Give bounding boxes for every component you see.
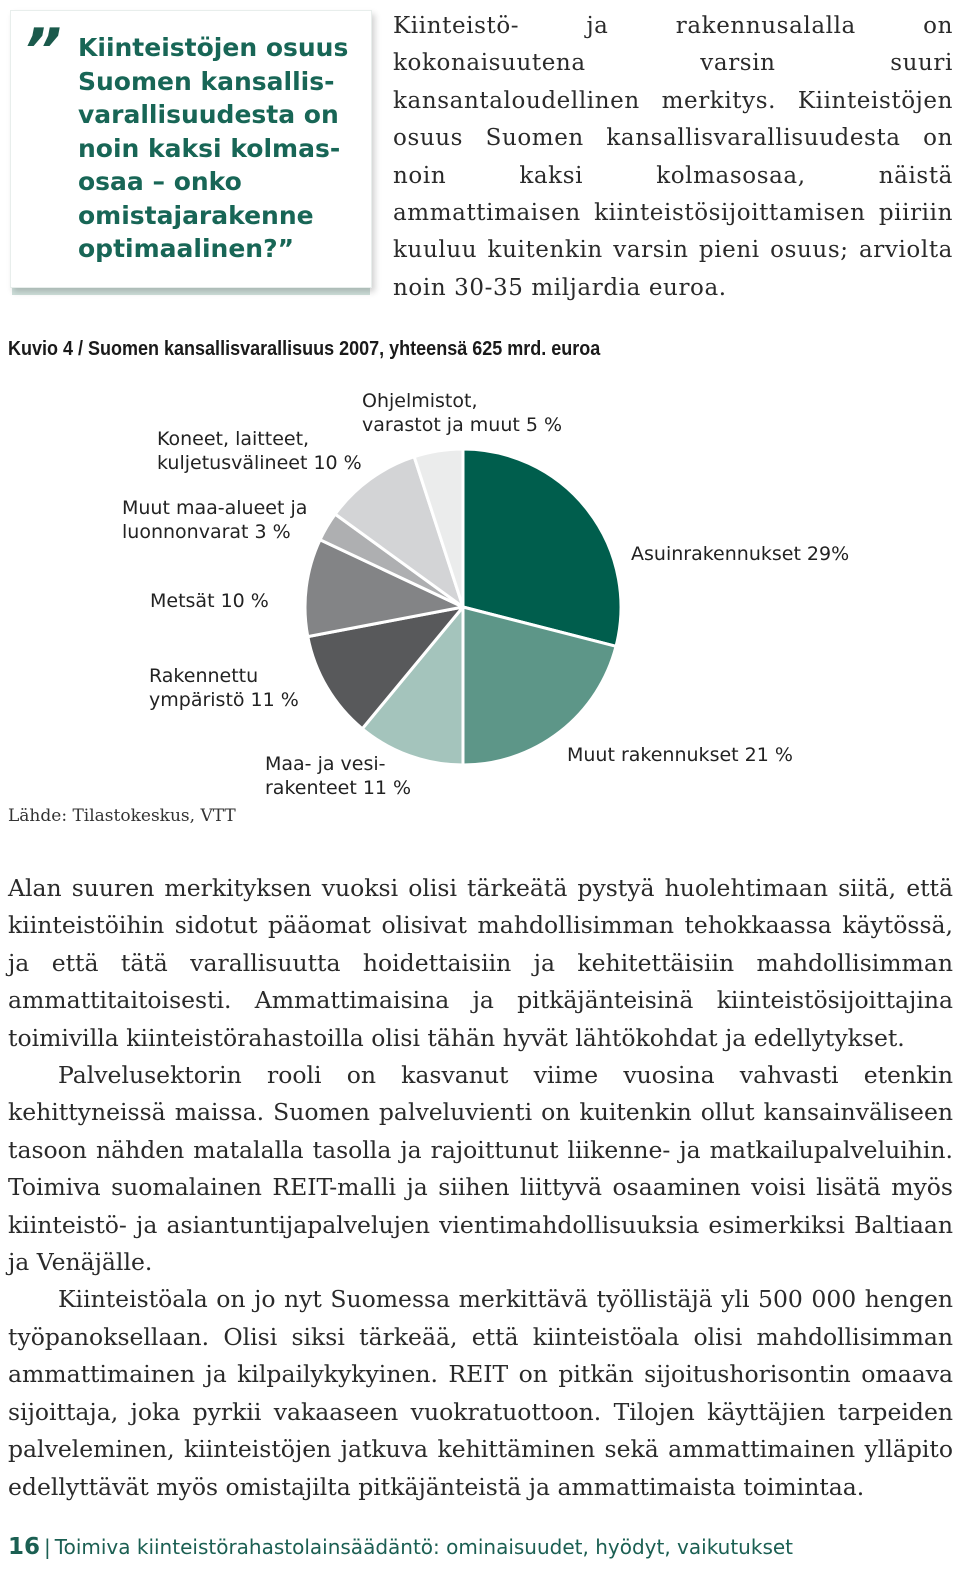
pie-label-metsat: Metsät 10 % [150,590,269,612]
body-paragraph-1: Alan suuren merkityksen vuoksi olisi tärkeätä pystyä huolehtimaan siitä, että kiinteistöihin sidotut pääomat olisivat mahdollisimman tehokkaassa käytössä, ja että tätä varallisuutta hoidettaisiin ja kehitettäisiin mahdollisimman ammattitaitoisesti. Ammattimaisina ja pitkäjänteisinä kiinteistösijoittajina toimivilla kiinteistörahastoilla olisi tähän hyvät lähtökohdat ja edellytykset. [8,874,953,1052]
quote-mark-icon: ” [23,16,52,86]
body-paragraph-3: Kiinteistöala on jo nyt Suomessa merkittävä työllistäjä yli 500 000 hengen työpanoksellaan. Olisi siksi tärkeää, että kiinteistöala olisi mahdollisimman ammattimainen ja kilpailykykyinen. REIT on pitkän sijoitushorisontin omaava sijoittaja, joka pyrkii vakaaseen vuokratuottoon. Tilojen käyttäjien tarpeiden palveleminen, kiinteistöjen jatkuva kehittäminen sekä ammattimainen ylläpito edellyttävät myös omistajilta pitkäjänteistä ja ammattimaista toimintaa. [8,1285,953,1501]
pull-quote-box [10,10,372,288]
footer-title: Toimiva kiinteistörahastolainsäädäntö: ominaisuudet, hyödyt, vaikutukset [54,1535,794,1559]
pie-label-koneet: Koneet, laitteet, kuljetusvälineet 10 % [157,428,362,474]
pie-chart [0,380,960,800]
pie-label-maa-ja-vesirakenteet: Maa- ja vesi- rakenteet 11 % [265,753,412,799]
pie-label-rakennettu-ymparisto: Rakennettu ympäristö 11 % [149,665,299,711]
intro-paragraph: Kiinteistö- ja rakennusalalla on kokonaisuutena varsin suuri kansantaloudellinen merkitys. Kiinteistöjen osuus Suomen kansallisvarallisuudesta on noin kaksi kolmasosaa, näistä ammattimaisen kiinteistösijoittamisen piiriin kuuluu kuitenkin varsin pieni osuus; arviolta noin 30-35 miljardia euroa. [393,13,953,301]
figure-source: Lähde: Tilastokeskus, VTT [8,806,236,826]
pull-quote-text: Kiinteistöjen osuus Suomen kansallis- varallisuudesta on noin kaksi kolmas- osaa – onko omistajarakenne optimaalinen?” [78,33,349,263]
pie-label-muut-maa-alueet: Muut maa-alueet ja luonnonvarat 3 % [122,497,308,543]
figure-title: Kuvio 4 / Suomen kansallisvarallisuus 2007, yhteensä 625 mrd. euroa [8,338,601,360]
body-paragraph-2: Palvelusektorin rooli on kasvanut viime vuosina vahvasti etenkin kehittyneissä maissa. Suomen palveluvienti on kuitenkin ollut kansainväliseen tasoon nähden matalalla tasolla ja rajoittunut liikenne- ja matkailupalveluihin. Toimiva suomalainen REIT-malli ja siihen liittyvä osaaminen voisi lisätä myös kiinteistö- ja asiantuntijapalvelujen vientimahdollisuuksia esimerkiksi Baltiaan ja Venäjälle. [8,1061,953,1277]
page-footer [8,1534,793,1560]
body-text [8,870,953,1506]
footer-separator: | [44,1535,51,1559]
pie-label-ohjelmistot: Ohjelmistot, varastot ja muut 5 % [362,390,563,436]
pie-label-muut-rakennukset: Muut rakennukset 21 % [567,744,793,766]
pie-label-asuinrakennukset: Asuinrakennukset 29% [631,543,850,565]
page-number: 16 [8,1534,41,1560]
